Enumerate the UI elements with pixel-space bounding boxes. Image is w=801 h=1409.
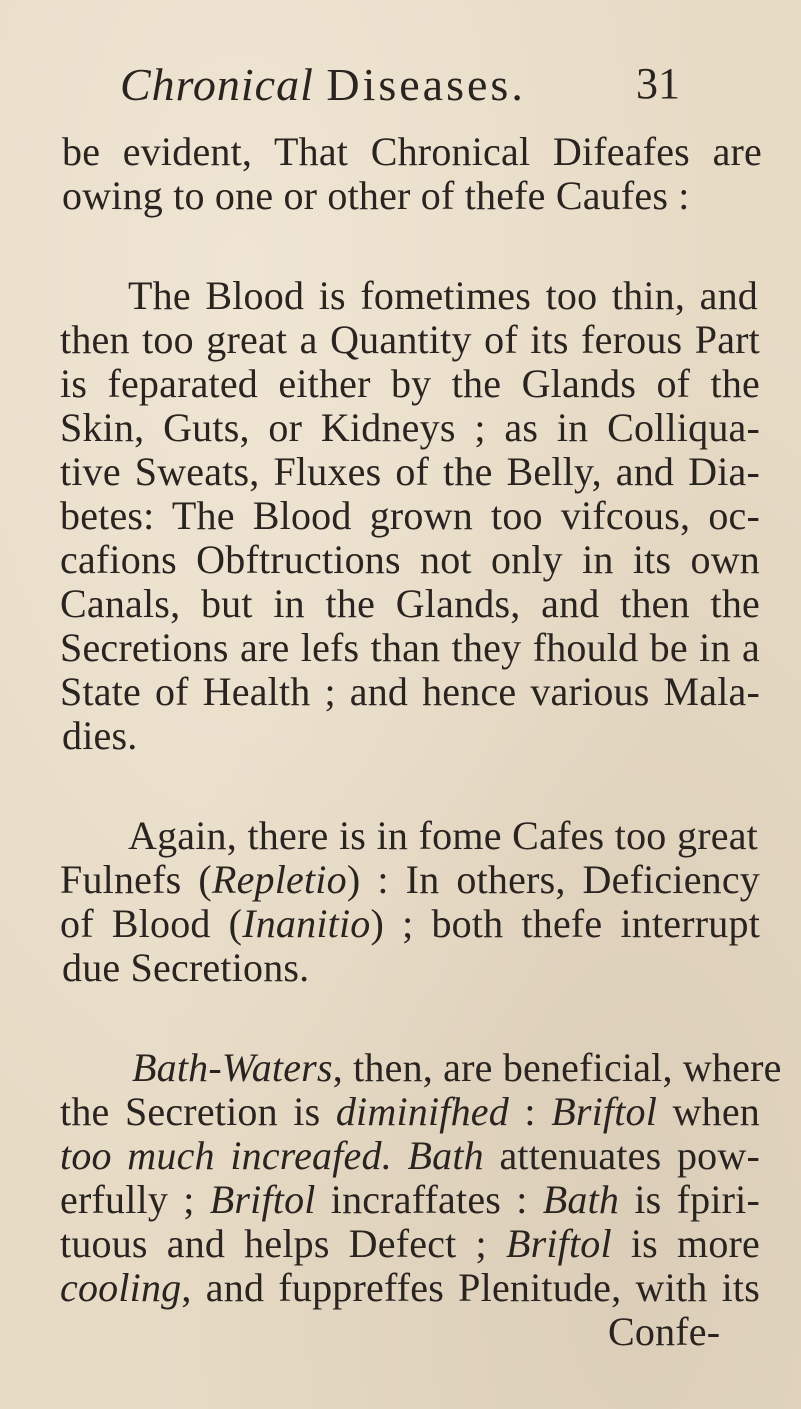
term-bath: Bath (407, 1133, 484, 1178)
term-bath: Bath (542, 1177, 620, 1222)
running-title-caps: Diseases. (326, 59, 526, 110)
p2-line-4: Skin, Guts, or Kidneys ; as in Colliqua- (60, 405, 760, 450)
p3-line-3-a: of Blood ( (60, 901, 243, 946)
p4-line-6-b: , and fuppreffes Plenitude, with its (181, 1265, 760, 1310)
p2-line-7: cafions Obftructions not only in its own (60, 537, 760, 582)
p4-line-2 (60, 1088, 760, 1136)
p1-line-1: be evident, That Chronical Difeafes are (62, 129, 762, 174)
p4-line-2-c: : (508, 1089, 552, 1134)
p3-line-2 (60, 856, 760, 904)
p3-line-2-a: Fulnefs ( (60, 857, 212, 902)
p4-line-4 (60, 1176, 760, 1224)
p2-line-10: State of Health ; and hence various Mala- (60, 669, 760, 714)
p3-line-1: Again, there is in fome Cafes too great (128, 813, 758, 858)
p2-line-3: is feparated either by the Glands of the (60, 361, 760, 406)
term-bristol: Briftol (551, 1089, 658, 1134)
p4-line-5-a: tuous and helps Defect ; (60, 1221, 506, 1266)
page-number: 31 (636, 59, 680, 108)
p4-line-4-c: incraffates : (315, 1177, 543, 1222)
p1-line-2: owing to one or other of thefe Caufes : (62, 173, 690, 218)
p3-line-3 (60, 900, 760, 948)
p2-line-1: The Blood is fometimes too thin, and (128, 273, 758, 318)
p4-line-5 (60, 1220, 760, 1268)
running-title-italic: Chronical (120, 59, 314, 110)
term-bristol: Briftol (505, 1221, 612, 1266)
running-title (120, 58, 526, 111)
p2-line-9: Secretions are lefs than they fhould be in a (60, 625, 760, 670)
p2-line-2: then too great a Quantity of its ferous Part (60, 317, 760, 362)
running-header (120, 58, 680, 108)
p4-line-4-a: erfully ; (60, 1177, 210, 1222)
p4-line-4-e: is fpiri- (619, 1177, 760, 1222)
term-bristol: Briftol (209, 1177, 316, 1222)
p4-line-2-a: the Secretion is (60, 1089, 336, 1134)
bath-waters-term: Bath-Waters (132, 1045, 333, 1090)
p3-line-2-c: ) : In others, Deficiency (346, 857, 760, 902)
p4-line-5-c: is more (611, 1221, 761, 1266)
p2-line-6: betes: The Blood grown too vifcous, oc- (60, 493, 760, 538)
p2-line-8: Canals, but in the Glands, and then the (60, 581, 760, 626)
latin-term-inanitio: Inanitio (242, 901, 371, 946)
p4-line-2-e: when (657, 1089, 760, 1134)
p4-line-3-b (392, 1133, 408, 1178)
p4-line-1 (132, 1044, 782, 1092)
latin-term-repletio: Repletio (211, 857, 347, 902)
p4-line-3 (60, 1132, 760, 1180)
term-cooling: cooling (60, 1265, 182, 1310)
p3-line-3-c: ) ; both thefe interrupt (370, 901, 761, 946)
p4-line-3-d: attenuates pow- (483, 1133, 760, 1178)
term-increased: too much increafed. (60, 1133, 392, 1178)
p3-line-4: due Secretions. (62, 945, 310, 990)
p2-line-5: tive Sweats, Fluxes of the Belly, and Dia- (60, 449, 760, 494)
p4-line-6 (60, 1264, 760, 1312)
p2-line-11: dies. (62, 713, 138, 758)
term-diminished: diminifhed (335, 1089, 509, 1134)
catchword: Confe- (608, 1309, 721, 1354)
p4-line-1-b: , then, are beneficial, where (332, 1045, 782, 1090)
